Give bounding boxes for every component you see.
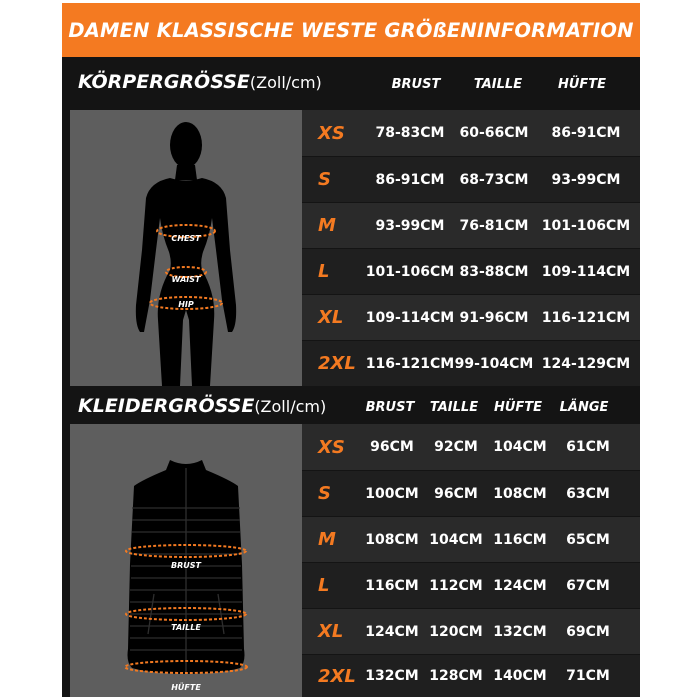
body-waist-value: 76-81CM: [459, 217, 529, 234]
size-label: XS: [318, 122, 345, 144]
body-col-header-huefte: HÜFTE: [557, 77, 607, 92]
garment-waist-value: 128CM: [429, 668, 483, 684]
garment-table-row: [302, 655, 640, 697]
body-hip-value: 86-91CM: [551, 125, 621, 141]
garment-chest-value: 108CM: [365, 531, 419, 548]
garment-chest-value: 116CM: [365, 577, 419, 594]
garment-size-heading-text: KLEIDERGRÖSSE: [78, 395, 255, 417]
garment-table-row: [302, 424, 640, 470]
body-chest-value: 116-121CM: [365, 355, 455, 372]
garment-waist-value: 112CM: [429, 577, 483, 594]
garment-length-value: 71CM: [566, 668, 610, 684]
body-size-heading: [78, 71, 322, 93]
size-label: L: [318, 261, 330, 282]
body-chest-value: 93-99CM: [375, 217, 445, 234]
size-chart-frame: [62, 3, 640, 697]
garment-col-header-taille: TAILLE: [429, 400, 479, 415]
garment-waist-value: 104CM: [429, 531, 483, 548]
garment-length-value: 67CM: [566, 577, 610, 594]
garment-waist-label: TAILLE: [171, 623, 201, 632]
garment-table-row: [302, 517, 640, 562]
garment-chest-value: 132CM: [365, 668, 419, 684]
body-hip-value: 93-99CM: [551, 171, 621, 188]
body-table-row: [302, 249, 640, 294]
garment-length-value: 61CM: [566, 439, 610, 455]
body-hip-value: 109-114CM: [541, 263, 631, 280]
garment-waist-value: 120CM: [429, 623, 483, 640]
body-table-row: [302, 203, 640, 248]
garment-hip-value: 116CM: [493, 531, 547, 548]
garment-col-header-laenge: LÄNGE: [559, 400, 609, 415]
body-chest-label: CHEST: [171, 234, 201, 243]
body-chest-value: 109-114CM: [365, 309, 455, 326]
body-hip-value: 124-129CM: [541, 355, 631, 372]
body-hip-value: 116-121CM: [541, 309, 631, 326]
garment-col-header-brust: BRUST: [365, 400, 415, 415]
vest-silhouette-icon: [70, 424, 302, 697]
garment-table-row: [302, 563, 640, 608]
garment-hip-value: 124CM: [493, 577, 547, 594]
size-label: L: [318, 575, 330, 596]
size-label: M: [318, 529, 336, 550]
body-hip-value: 101-106CM: [541, 217, 631, 234]
garment-hip-value: 108CM: [493, 485, 547, 502]
garment-col-header-huefte: HÜFTE: [493, 400, 543, 415]
garment-hip-label: HÜFTE: [171, 683, 201, 692]
size-label: 2XL: [318, 353, 356, 374]
garment-length-value: 63CM: [566, 485, 610, 502]
garment-figure-panel: [70, 424, 302, 697]
body-chest-value: 86-91CM: [375, 171, 445, 188]
size-label: XL: [318, 621, 344, 642]
size-label: S: [318, 169, 331, 190]
size-label: M: [318, 215, 336, 236]
garment-length-value: 69CM: [566, 623, 610, 640]
body-waist-value: 68-73CM: [459, 171, 529, 188]
body-chest-value: 101-106CM: [365, 263, 455, 280]
body-waist-value: 91-96CM: [459, 309, 529, 326]
size-label: XL: [318, 307, 344, 328]
body-size-unit: (Zoll/cm): [249, 73, 322, 92]
garment-hip-value: 104CM: [493, 439, 547, 455]
body-size-heading-text: KÖRPERGRÖSSE: [78, 71, 250, 93]
garment-chest-value: 124CM: [365, 623, 419, 640]
garment-table-row: [302, 471, 640, 516]
body-table-row: [302, 157, 640, 202]
garment-hip-value: 140CM: [493, 668, 547, 684]
garment-length-value: 65CM: [566, 531, 610, 548]
garment-table-row: [302, 609, 640, 654]
page-title: DAMEN KLASSISCHE WESTE GRÖßENINFORMATION: [68, 18, 634, 42]
body-table-row: [302, 110, 640, 156]
garment-waist-value: 92CM: [434, 439, 478, 455]
body-figure-panel: [70, 110, 302, 386]
garment-chest-value: 96CM: [370, 439, 414, 455]
garment-hip-value: 132CM: [493, 623, 547, 640]
body-chest-value: 78-83CM: [375, 125, 445, 141]
garment-chest-value: 100CM: [365, 485, 419, 502]
size-label: 2XL: [318, 665, 356, 687]
body-col-header-taille: TAILLE: [473, 77, 523, 92]
body-col-header-brust: BRUST: [391, 77, 441, 92]
garment-chest-label: BRUST: [171, 561, 201, 570]
body-table-row: [302, 295, 640, 340]
body-waist-value: 83-88CM: [459, 263, 529, 280]
garment-size-heading: [78, 395, 326, 417]
body-waist-label: WAIST: [171, 275, 201, 284]
garment-size-unit: (Zoll/cm): [254, 397, 327, 416]
female-body-silhouette-icon: [70, 110, 302, 386]
body-table-row: [302, 341, 640, 386]
title-banner: [62, 3, 640, 57]
body-waist-value: 99-104CM: [454, 355, 534, 372]
body-waist-value: 60-66CM: [459, 125, 529, 141]
size-label: S: [318, 483, 331, 504]
garment-waist-value: 96CM: [434, 485, 478, 502]
size-label: XS: [318, 436, 345, 458]
body-hip-label: HIP: [178, 300, 194, 309]
